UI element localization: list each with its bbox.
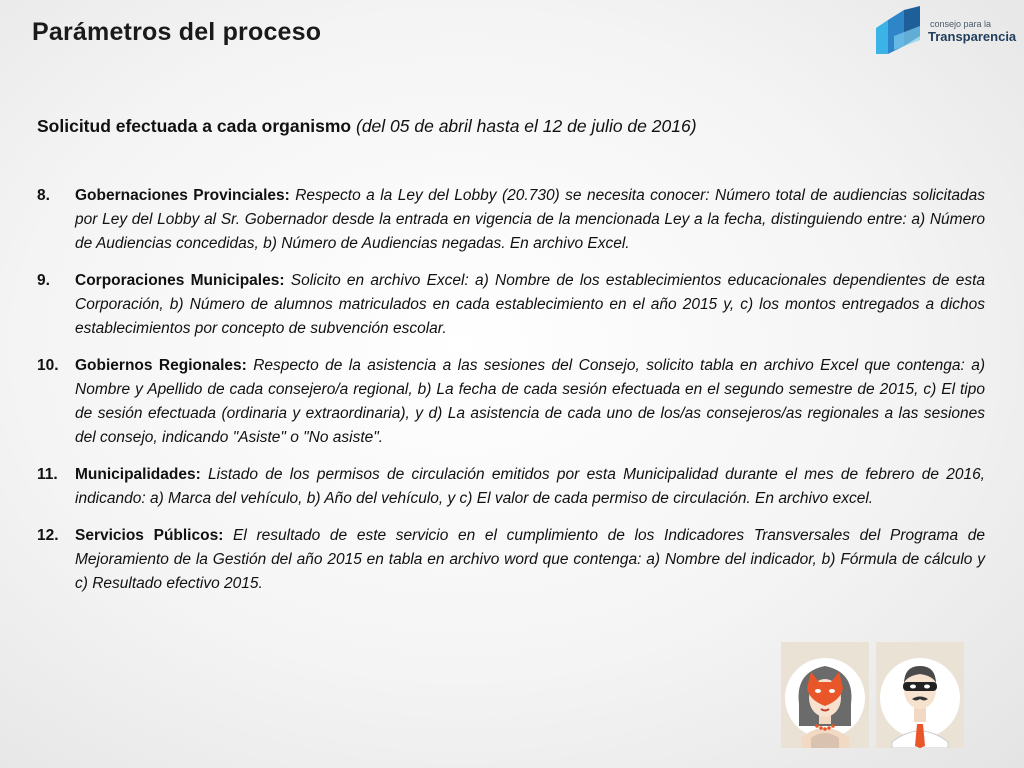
list-item — [37, 269, 985, 341]
item-heading: Gobernaciones Provinciales: — [75, 187, 290, 204]
logo-text-large: Transparencia — [928, 29, 1017, 44]
item-body: Solicito en archivo Excel: a) Nombre de los establecimientos educacionales dependientes de esta Corporación, b) Número de alumnos matriculados en cada establecimiento en el año 2015 y, c) los montos entregados a dichos establecimientos por concepto de subvención escolar. — [75, 272, 985, 337]
list-item — [37, 524, 985, 596]
item-heading: Corporaciones Municipales: — [75, 272, 285, 289]
item-body: Listado de los permisos de circulación emitidos por esta Municipalidad durante el mes de febrero de 2016, indicando: a) Marca del vehículo, b) Año del vehículo, y c) El valor de cada permiso de circulación. En archivo excel. — [75, 466, 985, 507]
list-item — [37, 463, 985, 511]
item-body: Respecto a la Ley del Lobby (20.730) se necesita conocer: Número total de audiencias solicitadas por Ley del Lobby al Sr. Gobernador desde la entrada en vigencia de la mencionada Ley a la fecha, distinguiendo entre: a) Número de Audiencias concedidas, b) Número de Audiencias negadas. En archivo Excel. — [75, 187, 985, 252]
item-heading: Municipalidades: — [75, 466, 201, 483]
list-item — [37, 184, 985, 256]
item-heading: Servicios Públicos: — [75, 527, 224, 544]
man-bandit-mask-icon — [876, 642, 964, 748]
item-number: 10. — [37, 357, 59, 374]
logo-text-small: consejo para la — [930, 19, 992, 29]
man-bandit-mask-illustration — [876, 642, 964, 748]
item-body: Respecto de la asistencia a las sesiones del Consejo, solicito tabla en archivo Excel que contenga: a) Nombre y Apellido de cada consejero/a regional, b) La fecha de cada sesión efectuada en el segundo semestre de 2015, c) El tipo de sesión efectuada (ordinaria y extraordinaria), y d) La asistencia de cada uno de los/as consejeros/as regionales a las sesiones del consejo, indicando "Asiste" o "No asiste". — [75, 357, 986, 446]
list-item — [37, 354, 985, 450]
woman-fox-mask-icon — [781, 642, 869, 748]
logo-mark-icon — [874, 6, 924, 56]
subtitle-bold: Solicitud efectuada a cada organismo — [37, 116, 352, 136]
item-body: El resultado de este servicio en el cumplimiento de los Indicadores Transversales del Programa de Mejoramiento de la Gestión del año 2015 en tabla en archivo word que contenga: a) Nombre del indicador, b) Fórmula de cálculo y c) Resultado efectivo 2015. — [75, 527, 985, 592]
section-subtitle — [37, 116, 987, 137]
item-number: 11. — [37, 466, 58, 483]
request-list — [37, 184, 985, 609]
item-heading: Gobiernos Regionales: — [75, 357, 247, 374]
subtitle-italic: (del 05 de abril hasta el 12 de julio de 2016) — [356, 116, 697, 136]
item-number: 9. — [37, 272, 50, 289]
woman-fox-mask-illustration — [781, 642, 869, 748]
item-number: 8. — [37, 187, 50, 204]
page-title: Parámetros del proceso — [32, 18, 322, 46]
item-number: 12. — [37, 527, 59, 544]
logo — [874, 6, 1017, 56]
